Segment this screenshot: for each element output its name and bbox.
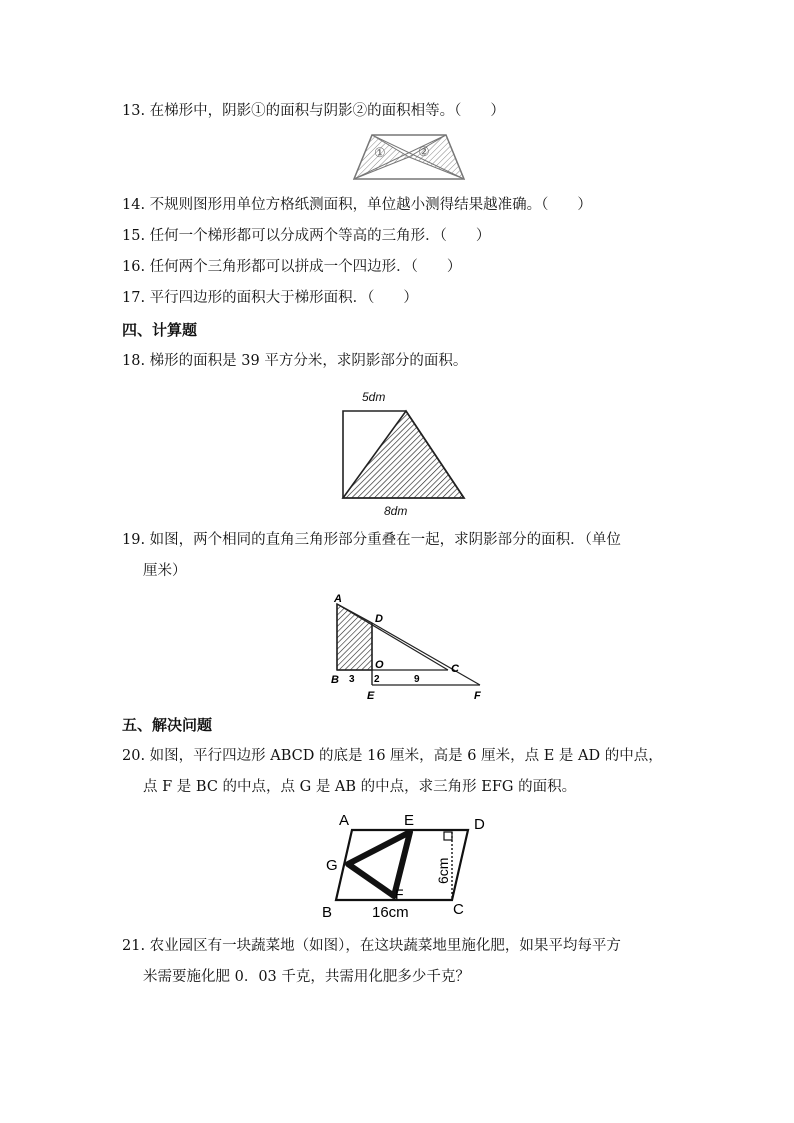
- point-e-label: E: [367, 690, 375, 702]
- base-label: 16cm: [372, 904, 409, 921]
- point-b-label: B: [322, 904, 333, 921]
- point-c-label: C: [451, 663, 459, 675]
- point-f-label: F: [474, 690, 481, 702]
- point-a-label: A: [339, 812, 350, 829]
- point-f-label: F: [395, 886, 404, 902]
- question-15: 15. 任何一个梯形都可以分成两个等高的三角形．（ ）: [122, 228, 491, 244]
- question-20-line-2: 点 F 是 BC 的中点，点 G 是 AB 的中点，求三角形 EFG 的面积。: [143, 779, 577, 795]
- question-14: 14. 不规则图形用单位方格纸测面积，单位越小测得结果越准确。（ ）: [122, 197, 592, 213]
- length-ef-label: 9: [414, 674, 420, 685]
- question-21-line-2: 米需要施化肥 0．03 千克，共需用化肥多少千克？: [143, 969, 470, 985]
- question-18: 18. 梯形的面积是 39 平方分米，求阴影部分的面积。: [122, 353, 468, 369]
- figure-19-triangles: [326, 592, 488, 704]
- height-label: 6cm: [435, 857, 451, 884]
- shaded-triangle: [343, 411, 464, 498]
- top-length-label: 5dm: [362, 390, 386, 404]
- bottom-length-label: 8dm: [384, 504, 408, 518]
- question-17: 17. 平行四边形的面积大于梯形面积．（ ）: [122, 290, 418, 306]
- figure-18-trapezoid: [336, 383, 470, 518]
- figure-20-parallelogram: [322, 808, 494, 923]
- section-heading-calc: 四、计算题: [122, 321, 198, 339]
- figure-13-trapezoid: [352, 131, 466, 183]
- length-bo-label: 3: [349, 674, 355, 685]
- section-heading-solve: 五、解决问题: [122, 716, 213, 734]
- point-c-label: C: [453, 901, 464, 918]
- point-o-label: O: [375, 659, 384, 671]
- point-e-label: E: [404, 812, 415, 829]
- question-19-line-1: 19. 如图，两个相同的直角三角形部分重叠在一起，求阴影部分的面积．（单位: [122, 532, 621, 548]
- question-21-line-1: 21. 农业园区有一块蔬菜地（如图），在这块蔬菜地里施化肥，如果平均每平方: [122, 938, 621, 954]
- label-1: ①: [374, 145, 386, 160]
- point-d-label: D: [375, 613, 383, 625]
- length-oe-label: 2: [374, 674, 380, 685]
- question-19-line-2: 厘米）: [143, 563, 187, 579]
- point-g-label: G: [326, 857, 338, 874]
- point-d-label: D: [474, 816, 485, 833]
- point-a-label: A: [334, 593, 342, 605]
- question-13: 13. 在梯形中，阴影①的面积与阴影②的面积相等。（ ）: [122, 103, 505, 119]
- question-20-line-1: 20. 如图，平行四边形 ABCD 的底是 16 厘米，高是 6 厘米，点 E 是 AD 的中点，: [122, 748, 663, 764]
- point-b-label: B: [331, 674, 339, 686]
- label-2: ②: [418, 144, 430, 159]
- question-16: 16. 任何两个三角形都可以拼成一个四边形．（ ）: [122, 259, 462, 275]
